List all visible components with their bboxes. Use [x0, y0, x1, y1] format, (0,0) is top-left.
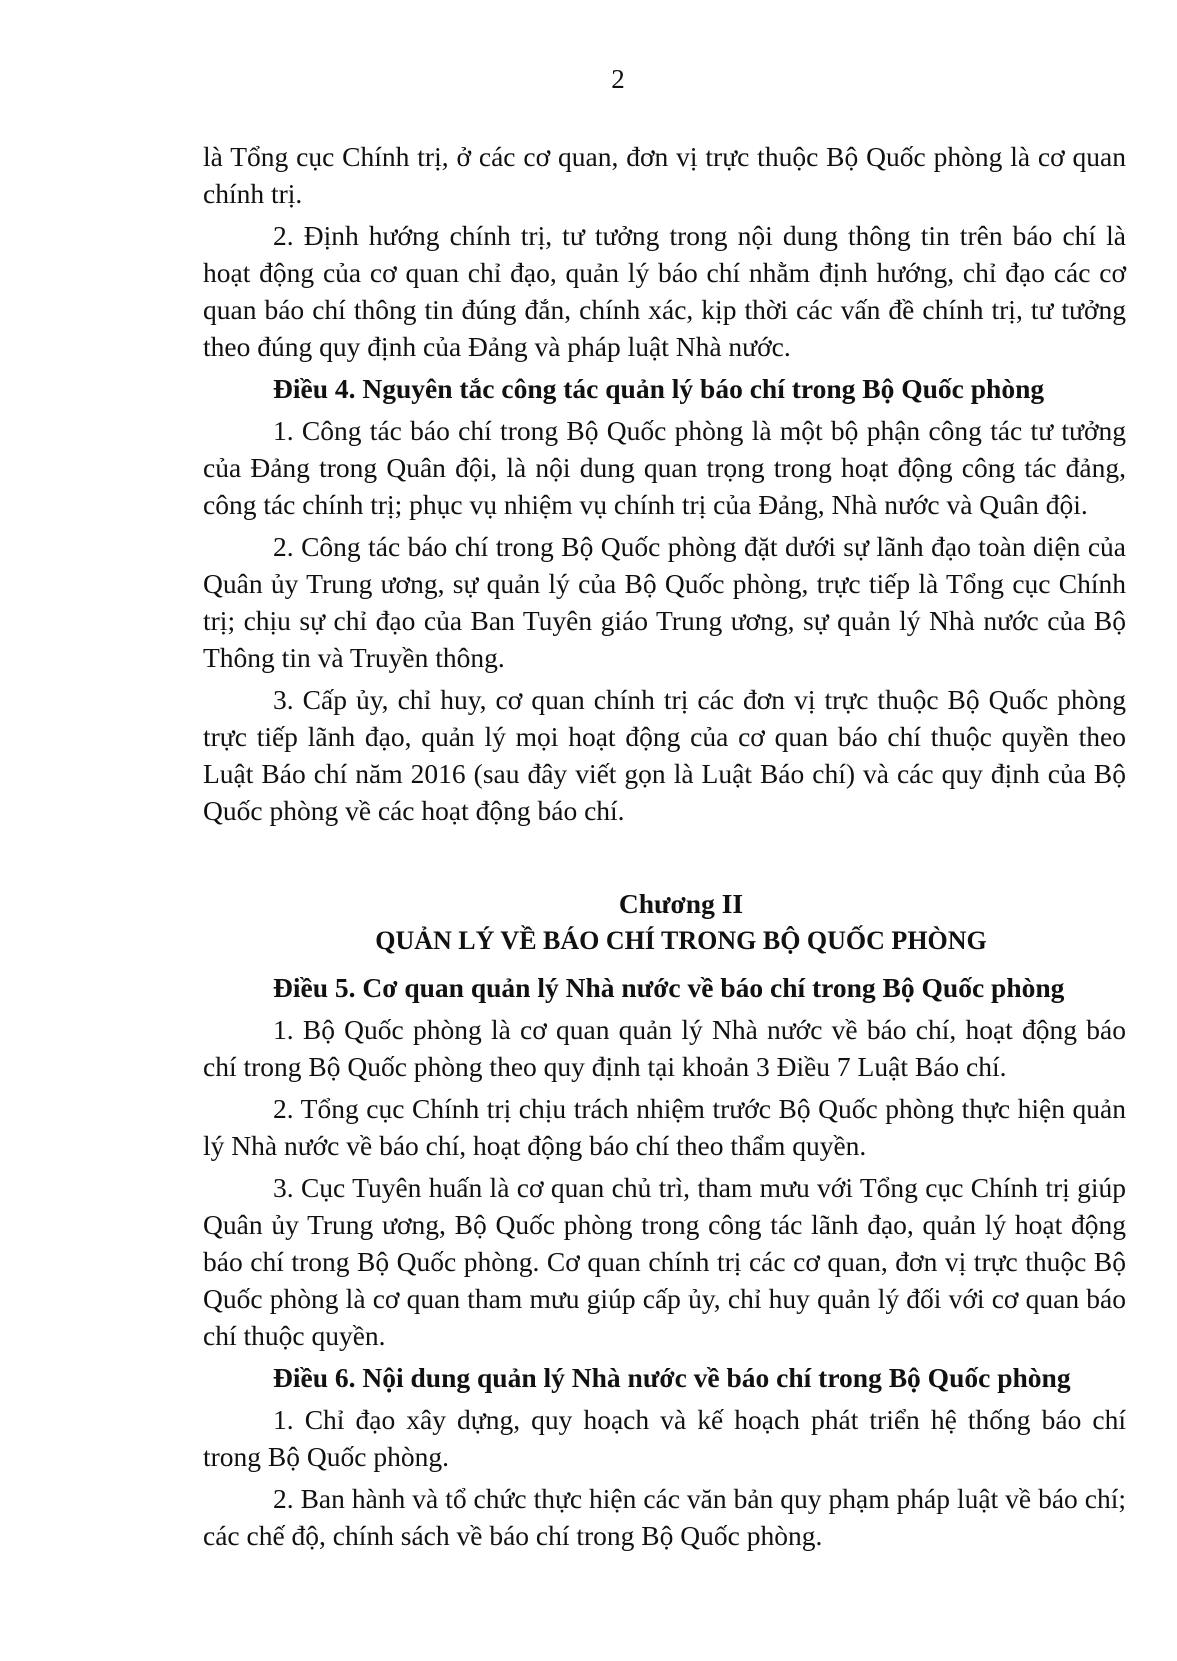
paragraph-continuation: là Tổng cục Chính trị, ở các cơ quan, đơn vị trực thuộc Bộ Quốc phòng là cơ quan chính trị. [203, 141, 1126, 209]
article-heading-6: Điều 6. Nội dung quản lý Nhà nước về báo chí trong Bộ Quốc phòng [273, 1362, 1071, 1393]
paragraph: 3. Cấp ủy, chỉ huy, cơ quan chính trị các đơn vị trực thuộc Bộ Quốc phòng trực tiếp lãnh đạo, quản lý mọi hoạt động của cơ quan báo chí thuộc quyền theo Luật Báo chí năm 2016 (sau đây viết gọn là Luật Báo chí) và các quy định của Bộ Quốc phòng về các hoạt động báo chí. [203, 684, 1126, 826]
page-number: 2 [611, 64, 625, 94]
paragraph: 1. Công tác báo chí trong Bộ Quốc phòng là một bộ phận công tác tư tưởng của Đảng trong Quân đội, là nội dung quan trọng trong hoạt động công tác đảng, công tác chính trị; phục vụ nhiệm vụ chính trị của Đảng, Nhà nước và Quân đội. [203, 415, 1126, 520]
paragraph: 1. Bộ Quốc phòng là cơ quan quản lý Nhà nước về báo chí, hoạt động báo chí trong Bộ Quốc phòng theo quy định tại khoản 3 Điều 7 Luật Báo chí. [203, 1014, 1126, 1082]
document-body [203, 138, 1126, 1559]
chapter-title: QUẢN LÝ VỀ BÁO CHÍ TRONG BỘ QUỐC PHÒNG [375, 926, 987, 955]
paragraph: 3. Cục Tuyên huấn là cơ quan chủ trì, tham mưu với Tổng cục Chính trị giúp Quân ủy Trung ương, Bộ Quốc phòng trong công tác lãnh đạo, quản lý hoạt động báo chí trong Bộ Quốc phòng. Cơ quan chính trị các cơ quan, đơn vị trực thuộc Bộ Quốc phòng là cơ quan tham mưu giúp cấp ủy, chỉ huy quản lý đối với cơ quan báo chí thuộc quyền. [203, 1172, 1126, 1351]
paragraph: 2. Ban hành và tổ chức thực hiện các văn bản quy phạm pháp luật về báo chí; các chế độ, chính sách về báo chí trong Bộ Quốc phòng. [203, 1483, 1126, 1551]
paragraph: 1. Chỉ đạo xây dựng, quy hoạch và kế hoạch phát triển hệ thống báo chí trong Bộ Quốc phòng. [203, 1404, 1126, 1472]
article-heading-4: Điều 4. Nguyên tắc công tác quản lý báo chí trong Bộ Quốc phòng [273, 373, 1045, 404]
article-heading-5: Điều 5. Cơ quan quản lý Nhà nước về báo chí trong Bộ Quốc phòng [273, 972, 1065, 1003]
paragraph: 2. Tổng cục Chính trị chịu trách nhiệm trước Bộ Quốc phòng thực hiện quản lý Nhà nước về báo chí, hoạt động báo chí theo thẩm quyền. [203, 1093, 1126, 1161]
paragraph: 2. Định hướng chính trị, tư tưởng trong nội dung thông tin trên báo chí là hoạt động của cơ quan chỉ đạo, quản lý báo chí nhằm định hướng, chỉ đạo các cơ quan báo chí thông tin đúng đắn, chính xác, kịp thời các vấn đề chính trị, tư tưởng theo đúng quy định của Đảng và pháp luật Nhà nước. [203, 220, 1126, 362]
paragraph: 2. Công tác báo chí trong Bộ Quốc phòng đặt dưới sự lãnh đạo toàn diện của Quân ủy Trung ương, sự quản lý của Bộ Quốc phòng, trực tiếp là Tổng cục Chính trị; chịu sự chỉ đạo của Ban Tuyên giáo Trung ương, sự quản lý Nhà nước của Bộ Thông tin và Truyền thông. [203, 531, 1126, 673]
section-spacer [203, 834, 1126, 885]
chapter-label: Chương II [618, 888, 744, 919]
